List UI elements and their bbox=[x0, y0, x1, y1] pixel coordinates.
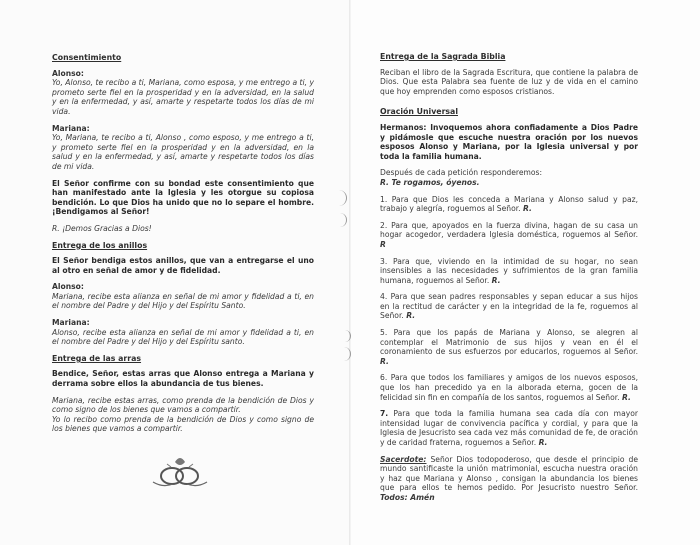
left-column bbox=[52, 53, 314, 434]
mariana-ring-block bbox=[52, 318, 314, 347]
alonso-label: Alonso: bbox=[52, 68, 84, 78]
petition-5: 5. Para que los papás de Mariana y Alonso, se alegren al contemplar el Matrimonio de sus hijos y vean en él el coronamiento de sus esfuerzos por educarlos, roguemos al Señor. R. bbox=[380, 328, 638, 366]
mariana-label-2: Mariana: bbox=[52, 318, 90, 328]
petition-7: 7. Para que toda la familia humana sea cada día con mayor intensidad lugar de convivencia pacífica y cordial, y para que la Iglesia de Jesucristo sea cada vez más comunidad de fe, de oración y de caridad fraterna, roguemos a Señor. R. bbox=[380, 409, 638, 447]
petition-2: 2. Para que, apoyados en la fuerza divina, hagan de su casa un hogar acogedor, verdadera Iglesia doméstica, roguemos al Señor. R bbox=[380, 220, 638, 249]
alonso-vow-block bbox=[52, 69, 314, 117]
petition-1: 1. Para que Dios les conceda a Mariana y Alonso salud y paz, trabajo y alegría, roguemos al Señor. R. bbox=[380, 194, 638, 214]
response-instructions bbox=[380, 168, 638, 187]
petition-response: R. Te rogamos, óyenos. bbox=[380, 177, 480, 187]
mariana-label: Mariana: bbox=[52, 123, 90, 133]
brothers-label: Hermanos: bbox=[380, 122, 427, 132]
alonso-ring-text: Mariana, recibe esta alianza en señal de mi amor y fidelidad a ti, en el nombre del Padre y del Hijo y del Espíritu Santo. bbox=[52, 291, 314, 311]
prayer-intro bbox=[380, 123, 638, 161]
mariana-vow: Yo, Mariana, te recibo a ti, Alonso , como esposo, y me entrego a ti, y prometo serte fiel en la prosperidad y en la adversidad, en la salud y en la enfermedad, y así, amarte y respetarte todos los días de mi vida. bbox=[52, 133, 314, 171]
closing-prayer bbox=[380, 455, 638, 503]
all-amen: Todos: Amén bbox=[380, 492, 435, 502]
wedding-rings-icon bbox=[145, 452, 215, 492]
alonso-vow: Yo, Alonso, te recibo a ti, Mariana, como esposa, y me entrego a ti, y prometo serte fiel en la prosperidad y en la adversidad, en la salud y en la enfermedad, y así, amarte y respetarte todos los días de mi vida. bbox=[52, 78, 314, 116]
arras-line-2: Yo lo recibo como prenda de la bendición de Dios y como signo de los bienes que vamos a compartir. bbox=[52, 414, 314, 434]
prayer-heading: Oración Universal bbox=[380, 107, 458, 117]
rings-blessing: El Señor bendiga estos anillos, que van a entregarse el uno al otro en señal de amor y de fidelidad. bbox=[52, 256, 314, 275]
right-column bbox=[380, 52, 638, 510]
response-thanks: R. ¡Demos Gracias a Dios! bbox=[52, 223, 152, 233]
after-each-text: Después de cada petición responderemos: bbox=[380, 168, 543, 178]
priest-label: Sacerdote: bbox=[380, 454, 427, 464]
consent-heading: Consentimiento bbox=[52, 53, 122, 62]
closing-prayer-text: Señor Dios todopoderoso, que desde el principio de mundo santificaste la unión matrimonial, escucha nuestra oración y haz que Mariana y Alonso , consigan la abundancia los bienes que para ellos te hemos pedido. Por Jesucristo nuestro Señor. bbox=[380, 454, 638, 493]
alonso-ring-block bbox=[52, 282, 314, 311]
mariana-vow-block bbox=[52, 124, 314, 172]
rings-heading: Entrega de los anillos bbox=[52, 240, 148, 250]
petition-4: 4. Para que sean padres responsables y sepan educar a sus hijos en la rectitud de carácter y en la integridad de la fe, roguemos al Señor. R. bbox=[380, 292, 638, 321]
page-fold bbox=[349, 0, 351, 545]
arras-blessing: Bendice, Señor, estas arras que Alonso entrega a Mariana y derrama sobre ellos la abundancia de tus bienes. bbox=[52, 369, 314, 389]
arras-exchange bbox=[52, 396, 314, 434]
petition-6: 6. Para que todos los familiares y amigos de los nuevos esposos, que los han precedido ya en la alborada eterna, gocen de la felicidad sin fin en compañía de los santos, roguemos al Señor. R. bbox=[380, 373, 638, 402]
prayer-intro-text: Invoquemos ahora confiadamente a Dios Padre y pidámosle que escuche nuestra oración por los nuevos esposos Alonso y Mariana, por la Iglesia universal y por toda la familia humana. bbox=[380, 122, 638, 161]
arras-heading: Entrega de las arras bbox=[52, 353, 142, 363]
petition-3: 3. Para que, viviendo en la intimidad de su hogar, no sean insensibles a las necesidades y sufrimientos de la gran familia humana, roguemos al Señor. R. bbox=[380, 256, 638, 285]
bible-text: Reciban el libro de la Sagrada Escritura, que contiene la palabra de Dios. Que esta Palabra sea fuente de luz y de vida en el camino que hoy emprenden como esposos cristianos. bbox=[380, 67, 638, 96]
alonso-label-2: Alonso: bbox=[52, 282, 84, 292]
mariana-ring-text: Alonso, recibe esta alianza en señal de mi amor y fidelidad a ti, en el nombre del Padre y del Hijo y del Espíritu santo. bbox=[52, 327, 314, 347]
arras-line-1: Mariana, recibe estas arras, como prenda de la bendición de Dios y como signo de los bienes que vamos a compartir. bbox=[52, 395, 314, 415]
bible-heading: Entrega de la Sagrada Biblia bbox=[380, 52, 506, 61]
priest-confirmation: El Señor confirme con su bondad este consentimiento que han manifestado ante la Iglesia y les otorgue su copiosa bendición. Lo que Dios ha unido que no lo separe el hombre. ¡Bendigamos al Señor! bbox=[52, 178, 314, 217]
